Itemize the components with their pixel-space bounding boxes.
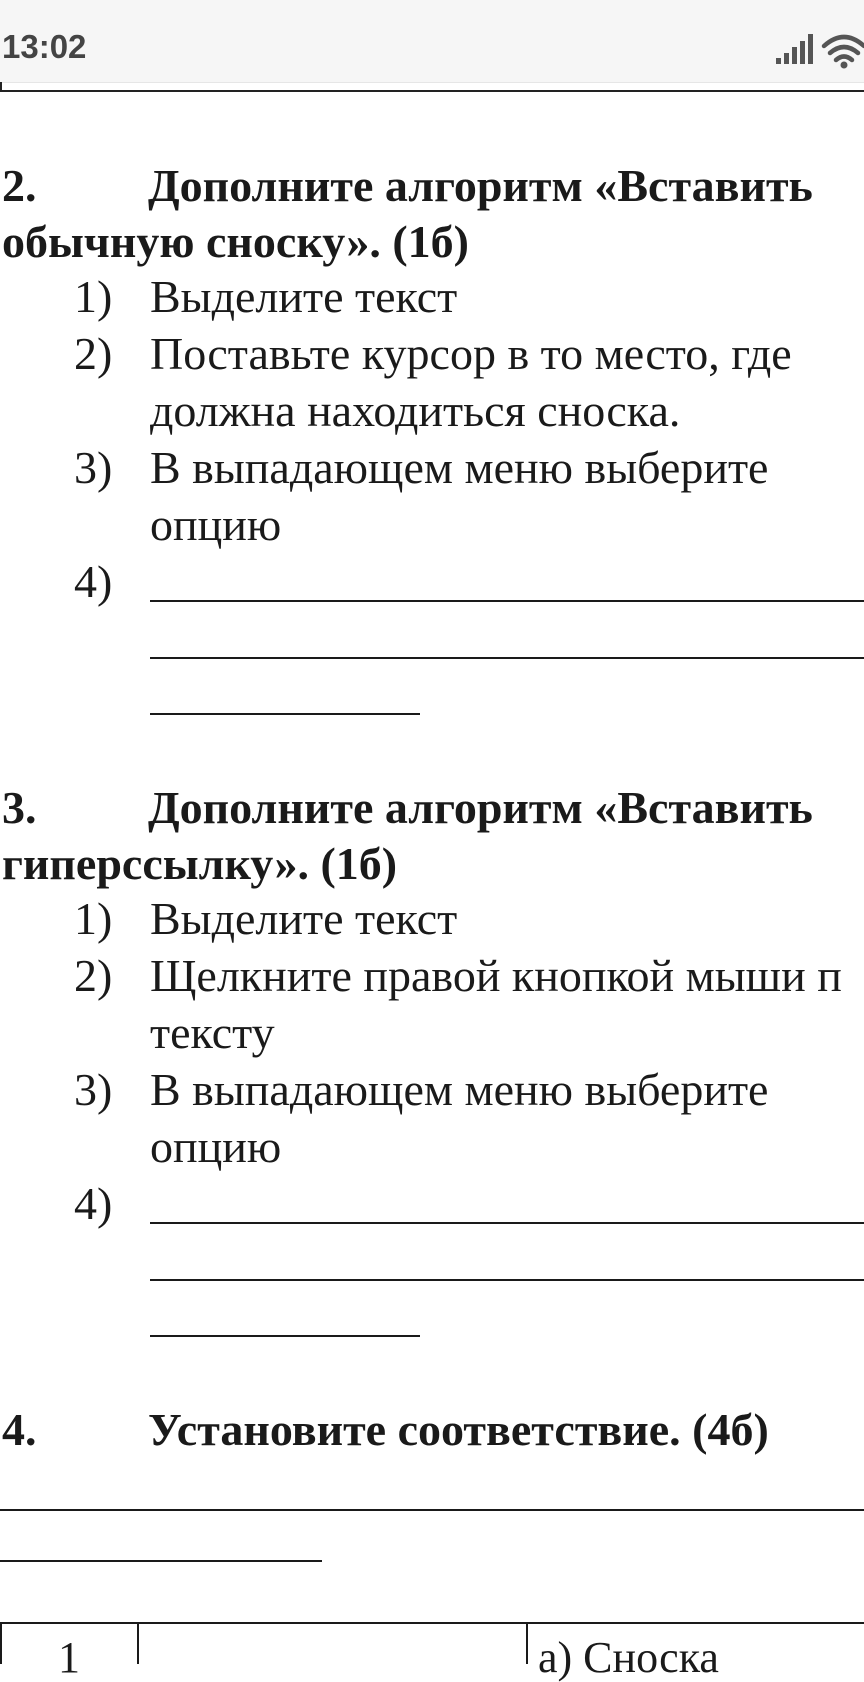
answer-blank-line[interactable] xyxy=(150,657,864,659)
answer-blank-line[interactable] xyxy=(150,1279,864,1281)
question-number: 2. xyxy=(2,160,37,211)
step-text: Выделите текст xyxy=(150,893,458,944)
step-text: В выпадающем меню выберите xyxy=(150,442,769,493)
step-number: 3) xyxy=(74,1064,113,1115)
step-text: тексту xyxy=(150,1007,275,1058)
question-title: Установите соответствие. (4б) xyxy=(148,1404,769,1455)
step-text: опцию xyxy=(150,1121,282,1172)
wifi-icon xyxy=(824,37,864,60)
step-number: 1) xyxy=(74,271,113,322)
answer-blank-line[interactable] xyxy=(0,1509,864,1511)
step-text: Щелкните правой кнопкой мыши п xyxy=(150,950,842,1001)
answer-blank-line[interactable] xyxy=(0,1560,322,1562)
step-text: Выделите текст xyxy=(150,271,458,322)
table-border xyxy=(0,1624,2,1664)
step-number: 4) xyxy=(74,556,113,607)
question-title-line-2: гиперссылку». (1б) xyxy=(2,838,398,889)
status-time: 13:02 xyxy=(2,28,87,65)
step-number: 2) xyxy=(74,950,113,1001)
question-title-line-1: Дополните алгоритм «Вставить xyxy=(148,782,813,833)
step-text: должна находиться сноска. xyxy=(150,385,681,436)
step-number: 2) xyxy=(74,328,113,379)
question-number: 4. xyxy=(2,1404,37,1455)
step-text: опцию xyxy=(150,499,282,550)
table-cell-option: а) Сноска xyxy=(538,1633,719,1682)
step-text: Поставьте курсор в то место, где xyxy=(150,328,792,379)
step-text: В выпадающем меню выберите xyxy=(150,1064,769,1115)
step-number: 3) xyxy=(74,442,113,493)
answer-blank-line[interactable] xyxy=(150,713,420,715)
matching-table xyxy=(0,1622,864,1682)
question-title-line-1: Дополните алгоритм «Вставить xyxy=(148,160,813,211)
page-top-border xyxy=(0,90,864,92)
answer-blank-line[interactable] xyxy=(150,1222,864,1224)
step-number: 1) xyxy=(74,893,113,944)
question-title-line-2: обычную сноску». (1б) xyxy=(2,216,469,267)
answer-blank-line[interactable] xyxy=(150,600,864,602)
signal-icon xyxy=(776,34,813,64)
table-border xyxy=(526,1624,528,1664)
question-number: 3. xyxy=(2,782,37,833)
table-border xyxy=(137,1624,139,1664)
status-bar xyxy=(0,0,864,83)
table-cell-number: 1 xyxy=(58,1633,80,1682)
answer-blank-line[interactable] xyxy=(150,1335,420,1337)
status-icons xyxy=(772,30,864,70)
step-number: 4) xyxy=(74,1178,113,1229)
